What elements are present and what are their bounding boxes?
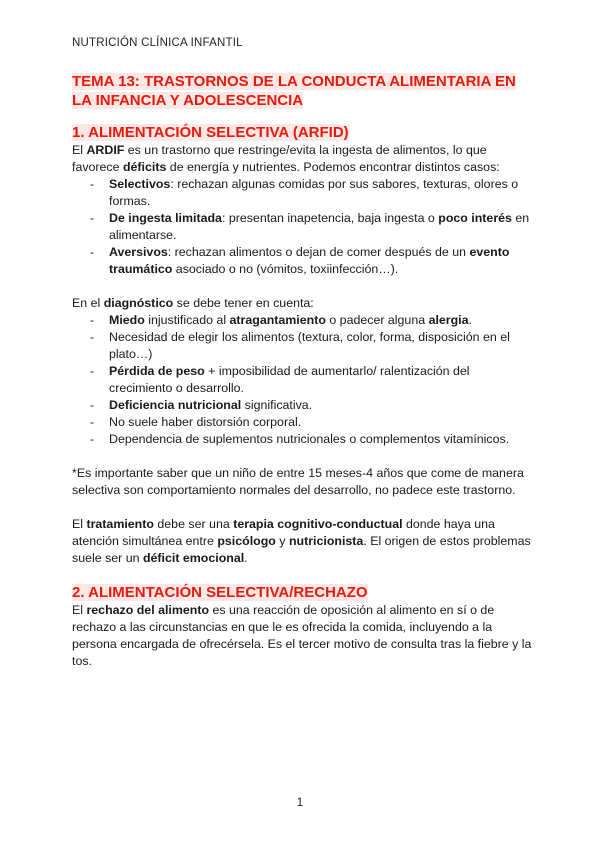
text: El	[72, 603, 87, 617]
bold-term: Aversivos	[109, 245, 168, 259]
bold-term: Pérdida de peso	[109, 364, 205, 378]
list-item: - Aversivos: rechazan alimentos o dejan de comer después de un evento traumático asociado o no (vómitos, toxiinfección…).	[90, 245, 510, 276]
text: : rechazan alimentos o dejan de comer después de un	[167, 245, 470, 259]
page-content	[72, 72, 532, 670]
text: + imposibilidad de aumentarlo/ ralentización del crecimiento o desarrollo.	[109, 364, 470, 395]
text: significativa.	[241, 398, 313, 412]
bold-term: De ingesta limitada	[109, 211, 222, 225]
bold-term: déficits	[122, 160, 167, 174]
treatment-paragraph	[72, 516, 532, 567]
list-item: - Miedo injustificado al atragantamiento o padecer alguna alergia.	[90, 313, 472, 327]
diagnosis-list	[72, 312, 532, 448]
bold-term: diagnóstico	[103, 296, 174, 310]
bold-term: alergia	[428, 313, 469, 327]
cases-list	[72, 176, 532, 278]
section-1-intro	[72, 142, 532, 176]
text: : presentan inapetencia, baja ingesta o	[221, 211, 439, 225]
text: .	[244, 551, 248, 565]
bold-term: psicólogo	[217, 534, 276, 548]
text: El	[72, 517, 87, 531]
text: de energía y nutrientes. Podemos encontrar distintos casos:	[166, 160, 500, 174]
bold-term: nutricionista	[288, 534, 364, 548]
page-number: 1	[296, 797, 304, 809]
bold-term: déficit emocional	[142, 551, 245, 565]
running-header: NUTRICIÓN CLÍNICA INFANTIL	[72, 37, 243, 49]
bold-term: Miedo	[109, 313, 145, 327]
text: Dependencia de suplementos nutricionales o complementos vitamínicos.	[109, 432, 510, 446]
section-1-heading-text: 1. ALIMENTACIÓN SELECTIVA (ARFID)	[72, 124, 349, 141]
text: se debe tener en cuenta:	[173, 296, 314, 310]
bold-term: tratamiento	[86, 517, 154, 531]
section-2-heading-text: 2. ALIMENTACIÓN SELECTIVA/RECHAZO	[72, 584, 368, 601]
bold-term: poco interés	[438, 211, 512, 225]
text: o padecer alguna	[325, 313, 429, 327]
bold-term: ARDIF	[86, 143, 125, 157]
section-2-heading	[72, 583, 532, 602]
text: y	[275, 534, 289, 548]
text: en alimentarse.	[109, 211, 530, 242]
food-rejection-paragraph	[72, 602, 532, 670]
bold-term: evento traumático	[109, 245, 510, 276]
text: El	[72, 143, 87, 157]
bold-term: Selectivos	[109, 177, 171, 191]
selective-eating-note: *Es importante saber que un niño de entre 15 meses-4 años que come de manera selectiva son comportamiento normales del desarrollo, no padece este trastorno.	[72, 466, 524, 497]
bold-term: rechazo del alimento	[86, 603, 210, 617]
text: .	[468, 313, 472, 327]
list-item: - Deficiencia nutricional significativa.	[90, 398, 313, 412]
bold-term: atragantamiento	[229, 313, 326, 327]
list-item: - Necesidad de elegir los alimentos (textura, color, forma, disposición en el plato…)	[90, 330, 510, 361]
bold-term: terapia cognitivo-conductual	[233, 517, 403, 531]
list-item: - Dependencia de suplementos nutricionales o complementos vitamínicos.	[90, 432, 510, 446]
page-title-line-2: LA INFANCIA Y ADOLESCENCIA	[72, 92, 304, 109]
list-item: - De ingesta limitada: presentan inapetencia, baja ingesta o poco interés en alimentarse.	[90, 211, 530, 242]
list-item: - Pérdida de peso + imposibilidad de aumentarlo/ ralentización del crecimiento o desarrollo.	[90, 364, 470, 395]
list-item: - No suele haber distorsión corporal.	[90, 415, 302, 429]
page-title	[72, 72, 532, 110]
text: asociado o no (vómitos, toxiinfección…).	[172, 262, 399, 276]
text: Necesidad de elegir los alimentos (textura, color, forma, disposición en el plato…)	[109, 330, 510, 361]
bold-term: Deficiencia nutricional	[109, 398, 242, 412]
text: debe ser una	[153, 517, 234, 531]
diagnosis-intro	[72, 295, 532, 312]
text: injustificado al	[144, 313, 230, 327]
section-1-heading	[72, 123, 532, 142]
text: donde haya una atención simultánea entre	[72, 517, 495, 548]
text: . El origen de estos problemas suele ser un	[72, 534, 531, 565]
text: No suele haber distorsión corporal.	[109, 415, 302, 429]
text: es una reacción de oposición al alimento en sí o de rechazo a las circunstancias en que le es ofrecida la comida, incluyendo a la persona encargada de ofrecérsela. Es el tercer motivo de consulta tras la fiebre y la tos.	[72, 603, 532, 668]
page-title-line-1: TEMA 13: TRASTORNOS DE LA CONDUCTA ALIMENTARIA EN	[72, 73, 516, 90]
text: En el	[72, 296, 104, 310]
text: : rechazan algunas comidas por sus sabores, texturas, olores o formas.	[109, 177, 519, 208]
text: es un trastorno que restringe/evita la ingesta de alimentos, lo que favorece	[72, 143, 487, 174]
list-item: - Selectivos: rechazan algunas comidas por sus sabores, texturas, olores o formas.	[90, 177, 519, 208]
